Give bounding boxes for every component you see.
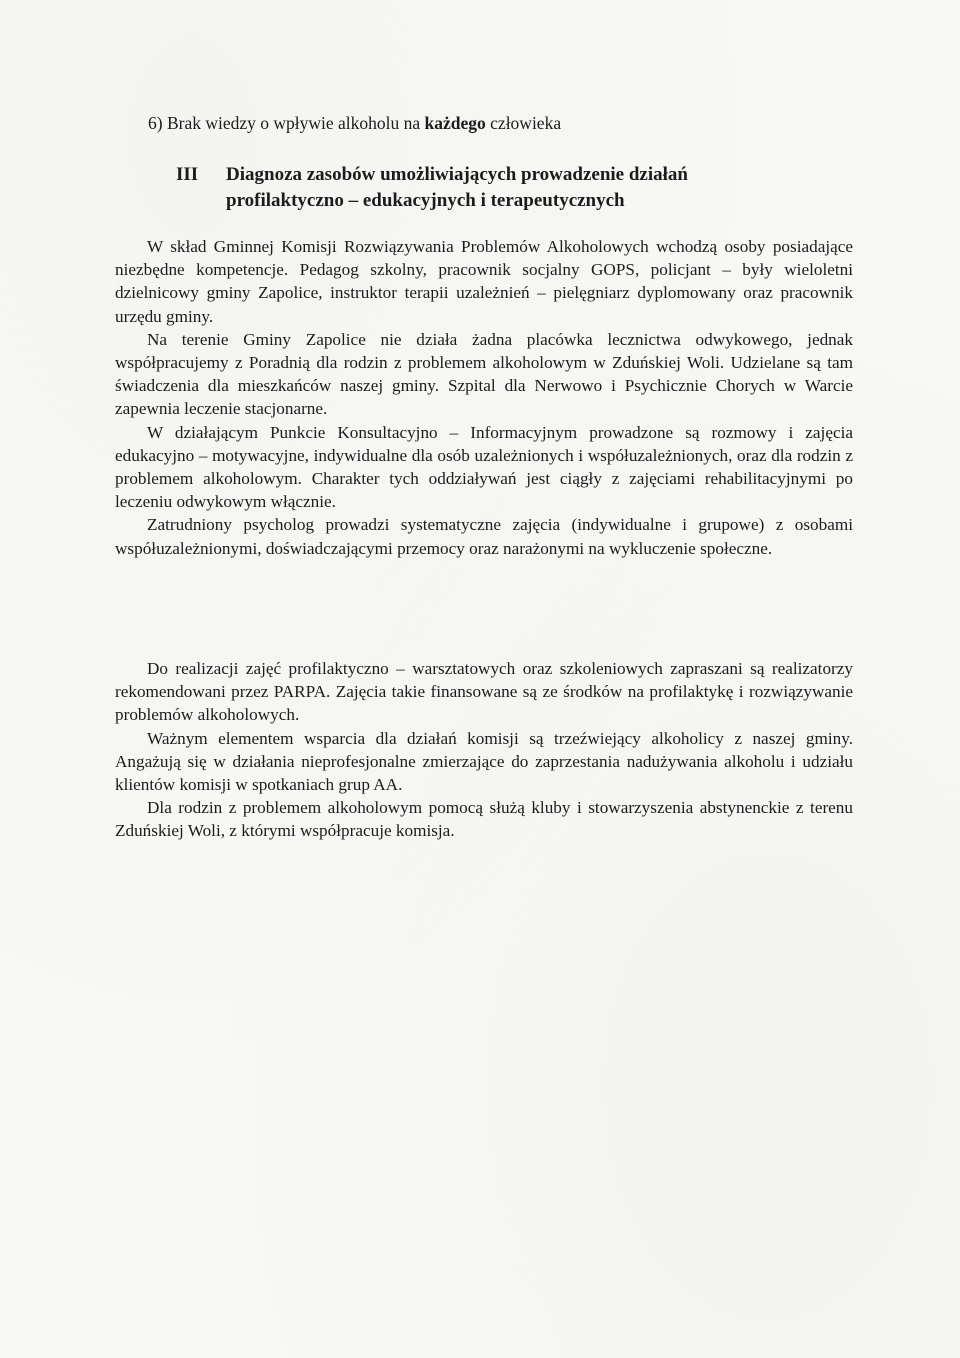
paragraph-consultation: W działającym Punkcie Konsultacyjno – Informacyjnym prowadzone są rozmowy i zajęcia edukacyjno – motywacyjne, indywidualne dla osób uzależnionych i współuzależnionych, oraz dla rodzin z problemem alkoholowym. Charakter tych oddziaływań jest ciągły z zajęciami rehabilitacyjnymi po leczeniu odwykowym włącznie. (115, 422, 853, 512)
list-item-bold: każdego (424, 113, 486, 133)
list-item-prefix: 6) Brak wiedzy o wpływie alkoholu na (148, 113, 425, 133)
body-text-top (115, 235, 853, 560)
section-title (226, 162, 826, 214)
paragraph-commission: W skład Gminnej Komisji Rozwiązywania Problemów Alkoholowych wchodzą osoby posiadające niezbędne kompetencje. Pedagog szkolny, pracownik socjalny GOPS, policjant – były wieloletni dzielnicowy gminy Zapolice, instruktor terapii uzależnień – pielęgniarz dyplomowany oraz pracownik urzędu gminy. (115, 237, 853, 326)
paragraph-parpa: Do realizacji zajęć profilaktyczno – warsztatowych oraz szkoleniowych zapraszani są realizatorzy rekomendowani przez PARPA. Zajęcia takie finansowane są ze środków na profilaktykę i rozwiązywanie problemów alkoholowych. (115, 659, 853, 725)
section-title-line-1: Diagnoza zasobów umożliwiających prowadzenie działań (226, 164, 688, 185)
paragraph-sober-alcoholics: Ważnym elementem wsparcia dla działań komisji są trzeźwiejący alkoholicy z naszej gminy. Angażują się w działania nieprofesjonalne zmierzające do zaprzestania nadużywania alkoholu i udziału klientów komisji w spotkaniach grup AA. (115, 728, 853, 795)
list-item-suffix: człowieka (485, 113, 562, 133)
paragraph-psychologist: Zatrudniony psycholog prowadzi systematyczne zajęcia (indywidualne i grupowe) z osobami współuzależnionymi, doświadczającymi przemocy oraz narażonymi na wykluczenie społeczne. (115, 515, 853, 558)
paragraph-clubs: Dla rodzin z problemem alkoholowym pomocą służą kluby i stowarzyszenia abstynenckie z terenu Zduńskiej Woli, z którymi współpracuje komisja. (115, 798, 853, 841)
section-title-line-2: profilaktyczno – edukacyjnych i terapeutycznych (226, 190, 625, 211)
list-item-6 (148, 111, 561, 135)
body-text-bottom (115, 657, 853, 843)
paragraph-treatment: Na terenie Gminy Zapolice nie działa żadna placówka lecznictwa odwykowego, jednak współpracujemy z Poradnią dla rodzin z problemem alkoholowym w Zduńskiej Woli. Udzielane są tam świadczenia dla mieszkańców naszej gminy. Szpital dla Nerwowo i Psychicznie Chorych w Warcie zapewnia leczenie stacjonarne. (115, 329, 853, 419)
section-number: III (176, 164, 199, 185)
